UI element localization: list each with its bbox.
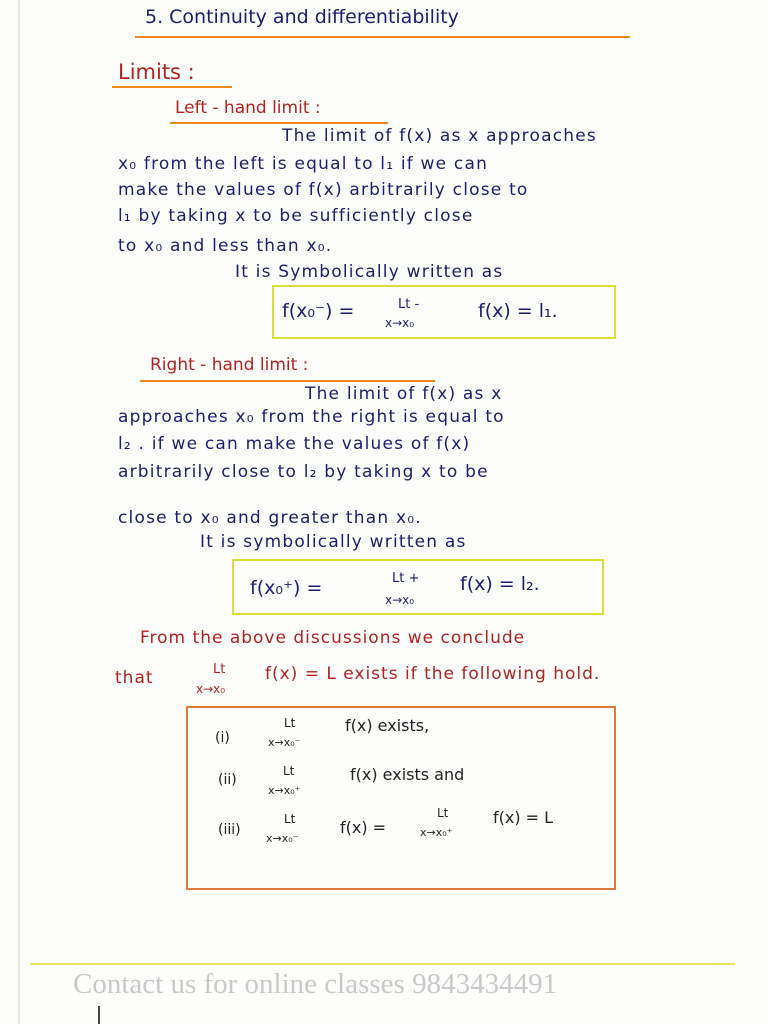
limits-underline — [112, 86, 232, 88]
rhl-text-line: arbitrarily close to l₂ by taking x to be — [118, 462, 489, 482]
footer-rule — [30, 963, 735, 965]
limits-heading: Limits : — [118, 60, 195, 84]
formula-lhs: f(x₀⁺) = — [250, 577, 323, 599]
formula-lt: Lt + — [392, 571, 420, 586]
lhl-text-line: l₁ by taking x to be sufficiently close — [118, 206, 474, 226]
rhl-text-line: It is symbolically written as — [200, 532, 467, 552]
formula-lhs: f(x₀⁻) = — [282, 300, 355, 322]
formula-rhs: f(x) = l₁. — [478, 300, 558, 322]
condition-number: (ii) — [218, 772, 237, 788]
lhl-text-line: The limit of f(x) as x approaches — [282, 126, 597, 146]
title-underline — [135, 36, 630, 38]
left-hand-limit-underline — [170, 122, 388, 124]
formula-sup: - — [414, 297, 420, 312]
rhl-text-line: approaches x₀ from the right is equal to — [118, 407, 505, 427]
condition-lt: Lt — [284, 812, 296, 826]
condition-lt: Lt — [437, 806, 449, 820]
right-hand-limit-underline — [140, 380, 435, 382]
formula-rhs: f(x) = l₂. — [460, 573, 540, 595]
right-hand-limit-heading: Right - hand limit : — [150, 355, 309, 375]
condition-text: f(x) = — [340, 818, 387, 837]
rhl-text-line: close to x₀ and greater than x₀. — [118, 508, 422, 528]
formula-lt: Lt - — [398, 297, 420, 312]
condition-sub: x→x₀⁺ — [268, 784, 301, 797]
conclusion-line: From the above discussions we conclude — [140, 628, 526, 648]
margin-tick — [98, 1006, 100, 1024]
lhl-text-line: It is Symbolically written as — [235, 262, 504, 282]
condition-lt: Lt — [283, 764, 295, 778]
page-title: 5. Continuity and differentiability — [145, 6, 459, 28]
rhl-text-line: l₂ . if we can make the values of f(x) — [118, 434, 471, 454]
condition-number: (iii) — [218, 822, 241, 838]
watermark: Contact us for online classes 9843434491 — [73, 968, 558, 1000]
condition-sub: x→x₀⁺ — [420, 826, 453, 839]
left-hand-limit-heading: Left - hand limit : — [175, 98, 321, 118]
condition-sub: x→x₀⁻ — [268, 736, 301, 749]
formula-sub: x→x₀ — [385, 593, 415, 607]
condition-sub: x→x₀⁻ — [266, 832, 299, 845]
condition-text: f(x) exists and — [350, 765, 465, 784]
lhl-text-line: to x₀ and less than x₀. — [118, 236, 333, 256]
conclusion-lt: Lt — [213, 662, 226, 677]
lhl-text-line: make the values of f(x) arbitrarily close to — [118, 180, 529, 200]
condition-text: f(x) exists, — [345, 716, 430, 735]
conclusion-line-end: f(x) = L exists if the following hold. — [265, 664, 601, 684]
condition-lt: Lt — [284, 716, 296, 730]
formula-sub: x→x₀ — [385, 316, 415, 330]
rhl-text-line: The limit of f(x) as x — [305, 384, 503, 404]
formula-sup: + — [408, 571, 420, 586]
page-edge — [18, 0, 20, 1024]
lhl-text-line: x₀ from the left is equal to l₁ if we can — [118, 154, 489, 174]
condition-number: (i) — [215, 730, 230, 746]
condition-text: f(x) = L — [493, 808, 554, 827]
conclusion-line-start: that — [115, 668, 154, 688]
conclusion-sub: x→x₀ — [196, 682, 226, 696]
